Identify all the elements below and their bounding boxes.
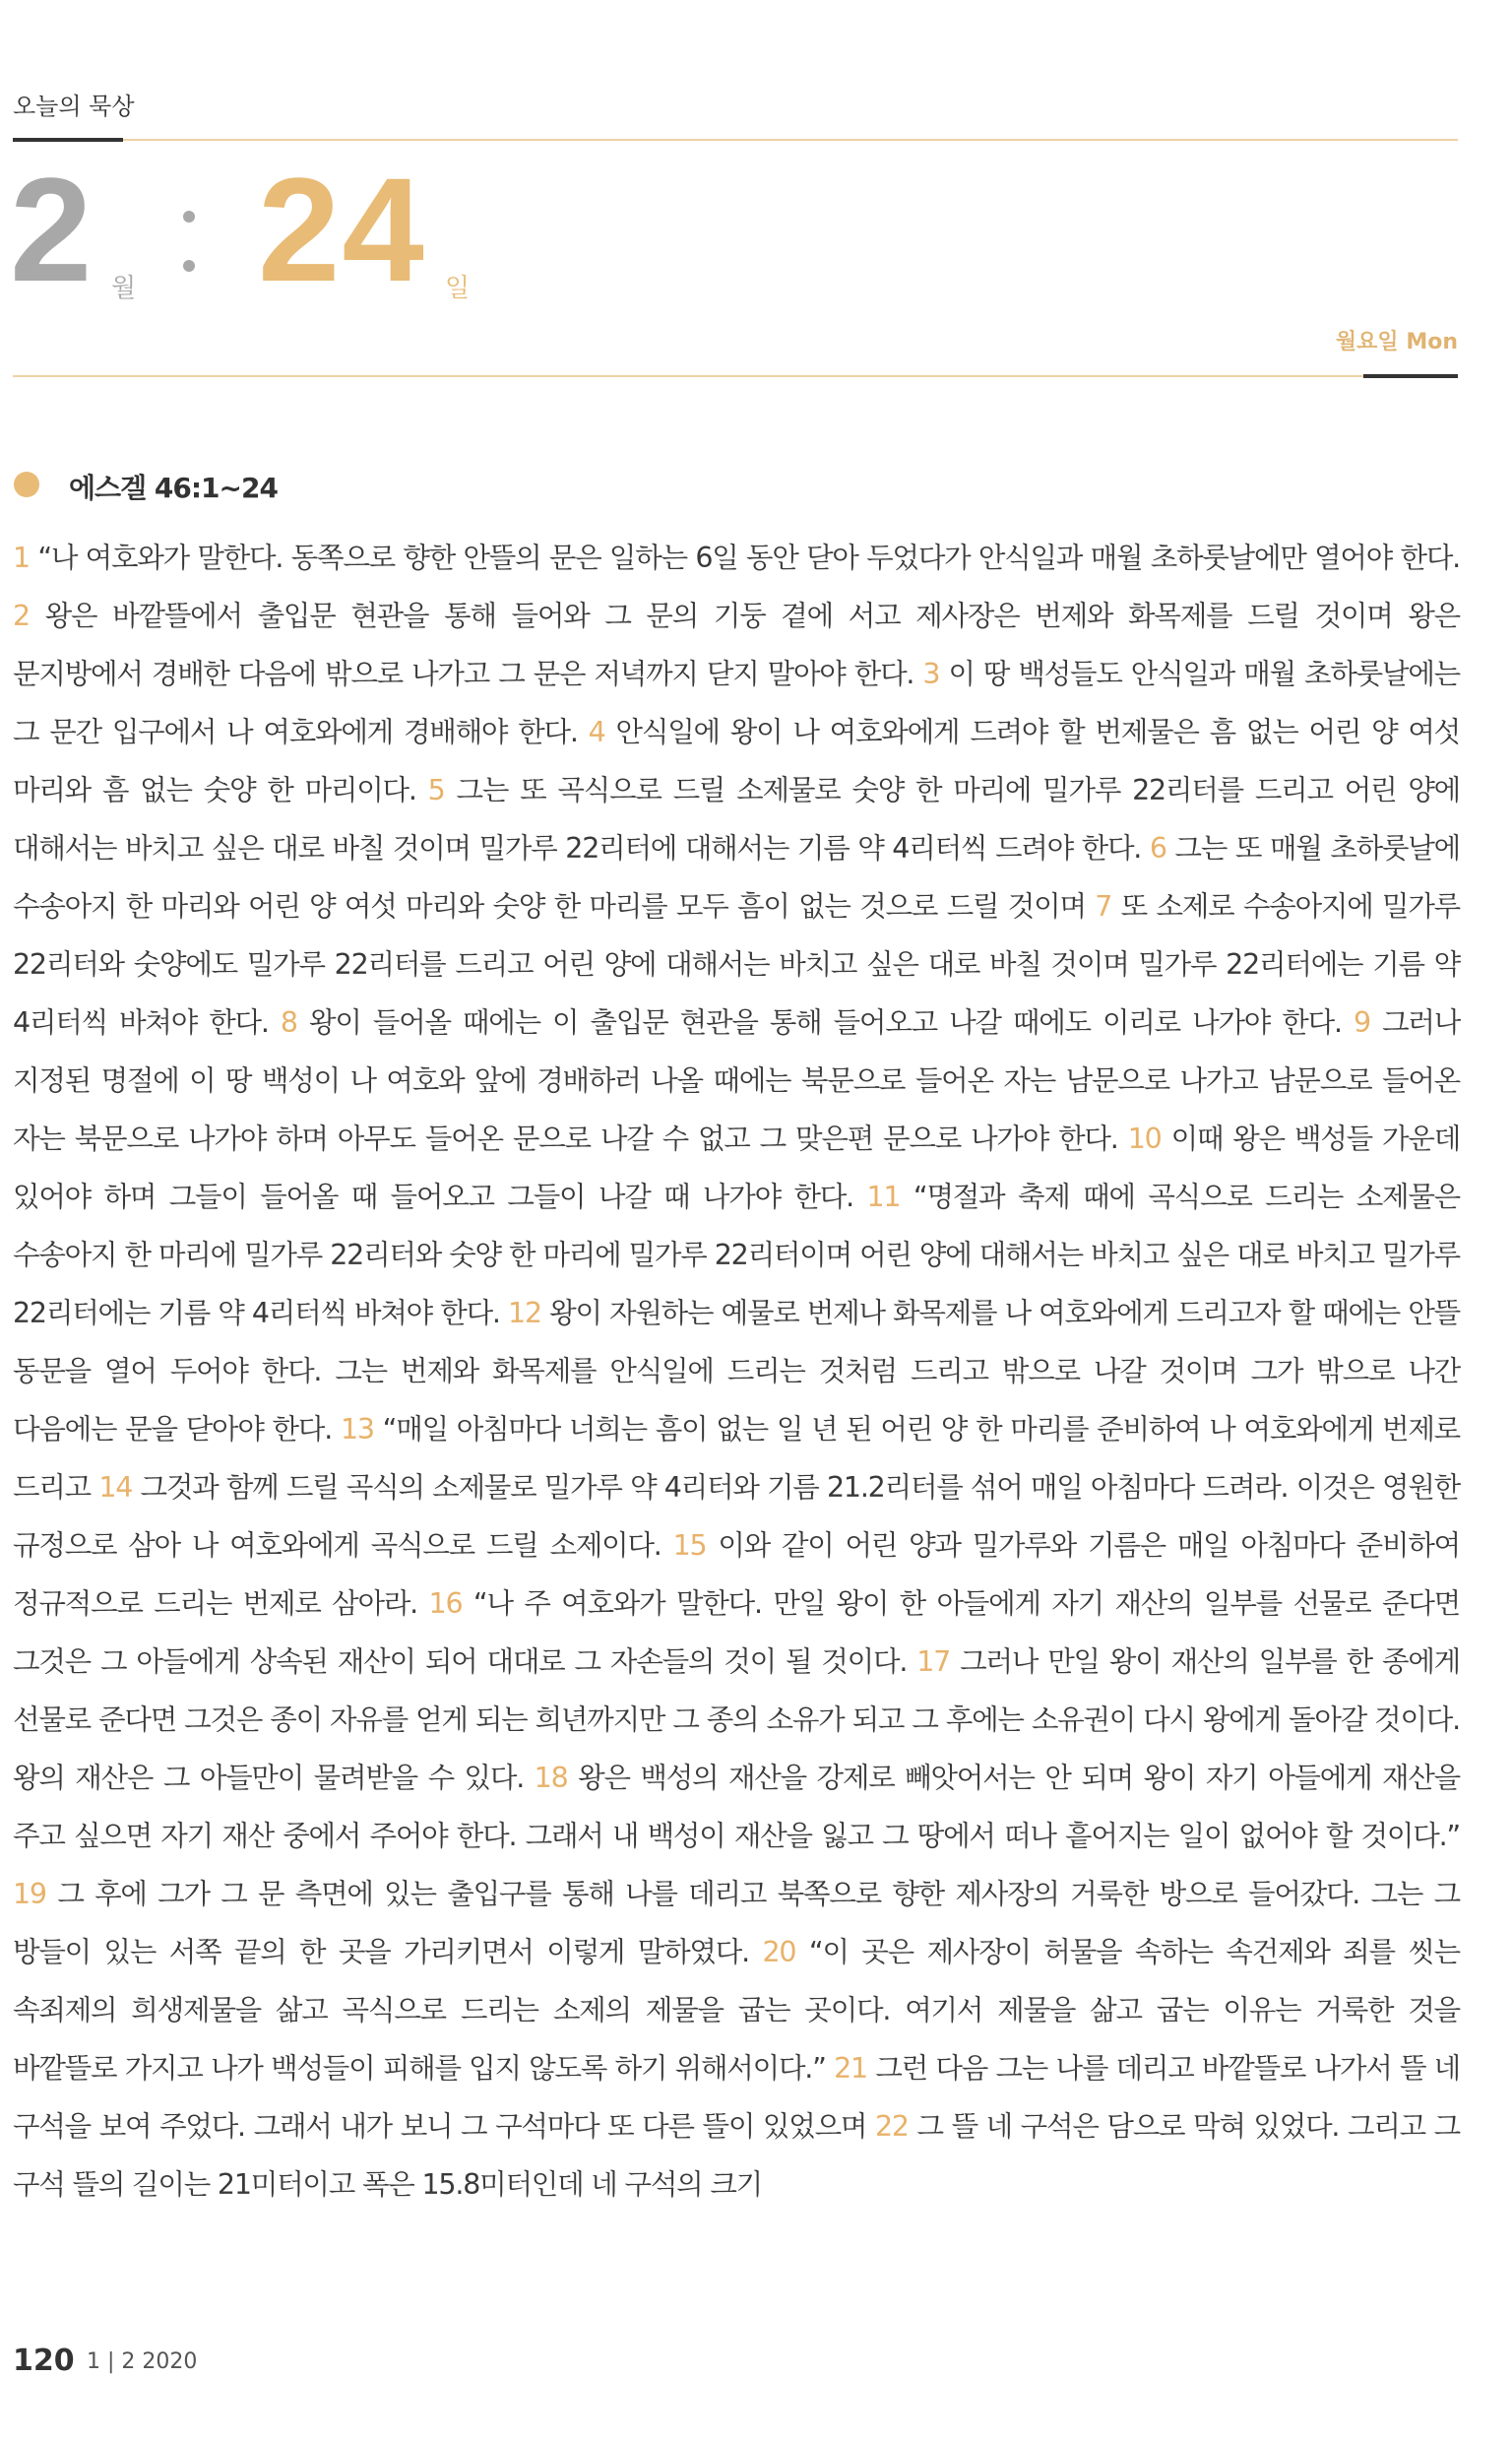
- scripture-body: [13, 529, 1460, 2214]
- verse-text: “이 곳은 제사장이 허물을 속하는 속건제와 죄를 씻는 속죄제의 희생제물을 삶고 곡식으로 드리는 소제의 제물을 굽는 곳이다. 여기서 제물을 삶고 굽는 이유는 거룩한 것을 바깥뜰로 가지고 나가 백성들이 피해를 입지 않도록 하기 위해서이다.”: [13, 1936, 1461, 2085]
- verse-text: 왕이 들어올 때에는 이 출입문 현관을 통해 들어오고 나갈 때에도 이리로 나가야 한다.: [308, 1006, 1342, 1039]
- section-label: 오늘의 묵상: [13, 93, 135, 120]
- verse-text: 왕은 바깥뜰에서 출입문 현관을 통해 들어와 그 문의 기둥 곁에 서고 제사장은 번제와 화목제를 드릴 것이며 왕은 문지방에서 경배한 다음에 밖으로 나가고 그 문은 저녁까지 닫지 말아야 한다.: [13, 600, 1460, 690]
- date-day: 24: [258, 147, 426, 312]
- verse-text: 안식일에 왕이 나 여호와에게 드려야 할 번제물은 흠 없는 어린 양 여섯 마리와 흠 없는 숫양 한 마리이다.: [13, 716, 1461, 806]
- date-divider: [13, 375, 1363, 377]
- verse-text: “나 여호와가 말한다. 동쪽으로 향한 안뜰의 문은 일하는 6일 동안 닫아 두었다가 안식일과 매월 초하룻날에만 열어야 한다.: [37, 542, 1461, 574]
- verse-number: 17: [916, 1645, 951, 1678]
- verse-number: 18: [534, 1762, 568, 1794]
- verse-number: 1: [13, 542, 30, 574]
- date-day-unit: 일: [445, 274, 471, 303]
- verse-text: “나 주 여호와가 말한다. 만일 왕이 한 아들에게 자기 재산의 일부를 선물로 준다면 그것은 그 아들에게 상속된 재산이 되어 대대로 그 자손들의 것이 될 것이다.: [13, 1587, 1461, 1678]
- verse-number: 20: [762, 1936, 796, 1968]
- verse-text: 그는 또 곡식으로 드릴 소제물로 숫양 한 마리에 밀가루 22리터를 드리고 어린 양에 대해서는 바치고 싶은 대로 바칠 것이며 밀가루 22리터에 대해서는 기름 약 4리터씩 드려야 한다.: [13, 774, 1460, 865]
- verse-text: 이 땅 백성들도 안식일과 매월 초하룻날에는 그 문간 입구에서 나 여호와에게 경배해야 한다.: [13, 658, 1461, 748]
- verse-number: 13: [340, 1413, 374, 1446]
- verse-number: 16: [428, 1587, 463, 1620]
- bullet-dot-icon: [14, 472, 39, 497]
- verse-number: 2: [13, 600, 30, 632]
- passage-reference: 에스겔 46:1~24: [69, 472, 278, 504]
- verse-number: 4: [588, 716, 605, 748]
- date-colon: [183, 211, 197, 278]
- verse-number: 12: [508, 1297, 541, 1329]
- page-number: 120: [13, 2344, 75, 2378]
- verse-number: 11: [866, 1181, 901, 1213]
- header-divider: [123, 139, 1458, 141]
- verse-text: 왕이 자원하는 예물로 번제나 화목제를 나 여호와에게 드리고자 할 때에는 안뜰 동문을 열어 두어야 한다. 그는 번제와 화목제를 안식일에 드리는 것처럼 드리고 밖으로 나갈 것이며 그가 밖으로 나간 다음에는 문을 닫아야 한다.: [13, 1297, 1461, 1446]
- date-month: 2: [10, 147, 93, 312]
- verse-text: 이와 같이 어린 양과 밀가루와 기름은 매일 아침마다 준비하여 정규적으로 드리는 번제로 삼아라.: [13, 1529, 1460, 1620]
- verse-number: 22: [874, 2110, 909, 2143]
- verse-text: 그러나 지정된 명절에 이 땅 백성이 나 여호와 앞에 경배하러 나올 때에는 북문으로 들어온 자는 남문으로 나가고 남문으로 들어온 자는 북문으로 나가야 하며 아무도 들어온 문으로 나갈 수 없고 그 맞은편 문으로 나가야 한다.: [13, 1006, 1461, 1155]
- verse-text: “매일 아침마다 너희는 흠이 없는 일 년 된 어린 양 한 마리를 준비하여 나 여호와에게 번제로 드리고: [13, 1413, 1460, 1504]
- verse-text: 왕은 백성의 재산을 강제로 빼앗어서는 안 되며 왕이 자기 아들에게 재산을 주고 싶으면 자기 재산 중에서 주어야 한다. 그래서 내 백성이 재산을 잃고 그 땅에서 떠나 흩어지는 일이 없어야 할 것이다.”: [13, 1762, 1460, 1852]
- verse-number: 14: [98, 1471, 133, 1504]
- verse-number: 10: [1127, 1123, 1162, 1155]
- weekday-underline: [1363, 374, 1458, 378]
- verse-number: 19: [13, 1878, 46, 1910]
- verse-text: 또 소제로 수송아지에 밀가루 22리터와 숫양에도 밀가루 22리터를 드리고 어린 양에 대해서는 바치고 싶은 대로 바칠 것이며 밀가루 22리터에는 기름 약 4리터씩 바쳐야 한다.: [13, 890, 1461, 1039]
- weekday-label: 월요일 Mon: [1335, 330, 1458, 354]
- section-label-underline: [13, 138, 123, 142]
- verse-number: 8: [280, 1006, 297, 1039]
- verse-number: 3: [922, 658, 940, 690]
- verse-text: 그 후에 그가 그 문 측면에 있는 출입구를 통해 나를 데리고 북쪽으로 향한 제사장의 거룩한 방으로 들어갔다. 그는 그 방들이 있는 서쪽 끝의 한 곳을 가리키면서 이렇게 말하였다.: [13, 1878, 1461, 1968]
- verse-number: 5: [427, 774, 445, 806]
- verse-text: “명절과 축제 때에 곡식으로 드리는 소제물은 수송아지 한 마리에 밀가루 22리터와 숫양 한 마리에 밀가루 22리터이며 어린 양에 대해서는 바치고 싶은 대로 바치고 밀가루 22리터에는 기름 약 4리터씩 바쳐야 한다.: [13, 1181, 1461, 1329]
- verse-number: 6: [1149, 832, 1166, 865]
- verse-number: 21: [834, 2052, 867, 2085]
- verse-number: 7: [1095, 890, 1112, 923]
- verse-text: 그것과 함께 드릴 곡식의 소제물로 밀가루 약 4리터와 기름 21.2리터를 섞어 매일 아침마다 드려라. 이것은 영원한 규정으로 삼아 나 여호와에게 곡식으로 드릴 소제이다.: [13, 1471, 1461, 1562]
- verse-text: 그런 다음 그는 나를 데리고 바깥뜰로 나가서 뜰 네 구석을 보여 주었다. 그래서 내가 보니 그 구석마다 또 다른 뜰이 있었으며: [13, 2052, 1461, 2143]
- verse-text: 그는 또 매월 초하룻날에 수송아지 한 마리와 어린 양 여섯 마리와 숫양 한 마리를 모두 흠이 없는 것으로 드릴 것이며: [13, 832, 1460, 923]
- verse-text: 그 뜰 네 구석은 담으로 막혀 있었다. 그리고 그 구석 뜰의 길이는 21미터이고 폭은 15.8미터인데 네 구석의 크기: [13, 2110, 1461, 2201]
- verse-text: 이때 왕은 백성들 가운데 있어야 하며 그들이 들어올 때 들어오고 그들이 나갈 때 나가야 한다.: [13, 1123, 1461, 1213]
- verse-number: 15: [672, 1529, 707, 1562]
- verse-text: 그러나 만일 왕이 재산의 일부를 한 종에게 선물로 준다면 그것은 종이 자유를 얻게 되는 희년까지만 그 종의 소유가 되고 그 후에는 소유권이 다시 왕에게 돌아갈 것이다. 왕의 재산은 그 아들만이 물려받을 수 있다.: [13, 1645, 1461, 1794]
- verse-number: 9: [1353, 1006, 1370, 1039]
- date-month-unit: 월: [111, 274, 137, 303]
- issue-label: 1 | 2 2020: [87, 2349, 198, 2374]
